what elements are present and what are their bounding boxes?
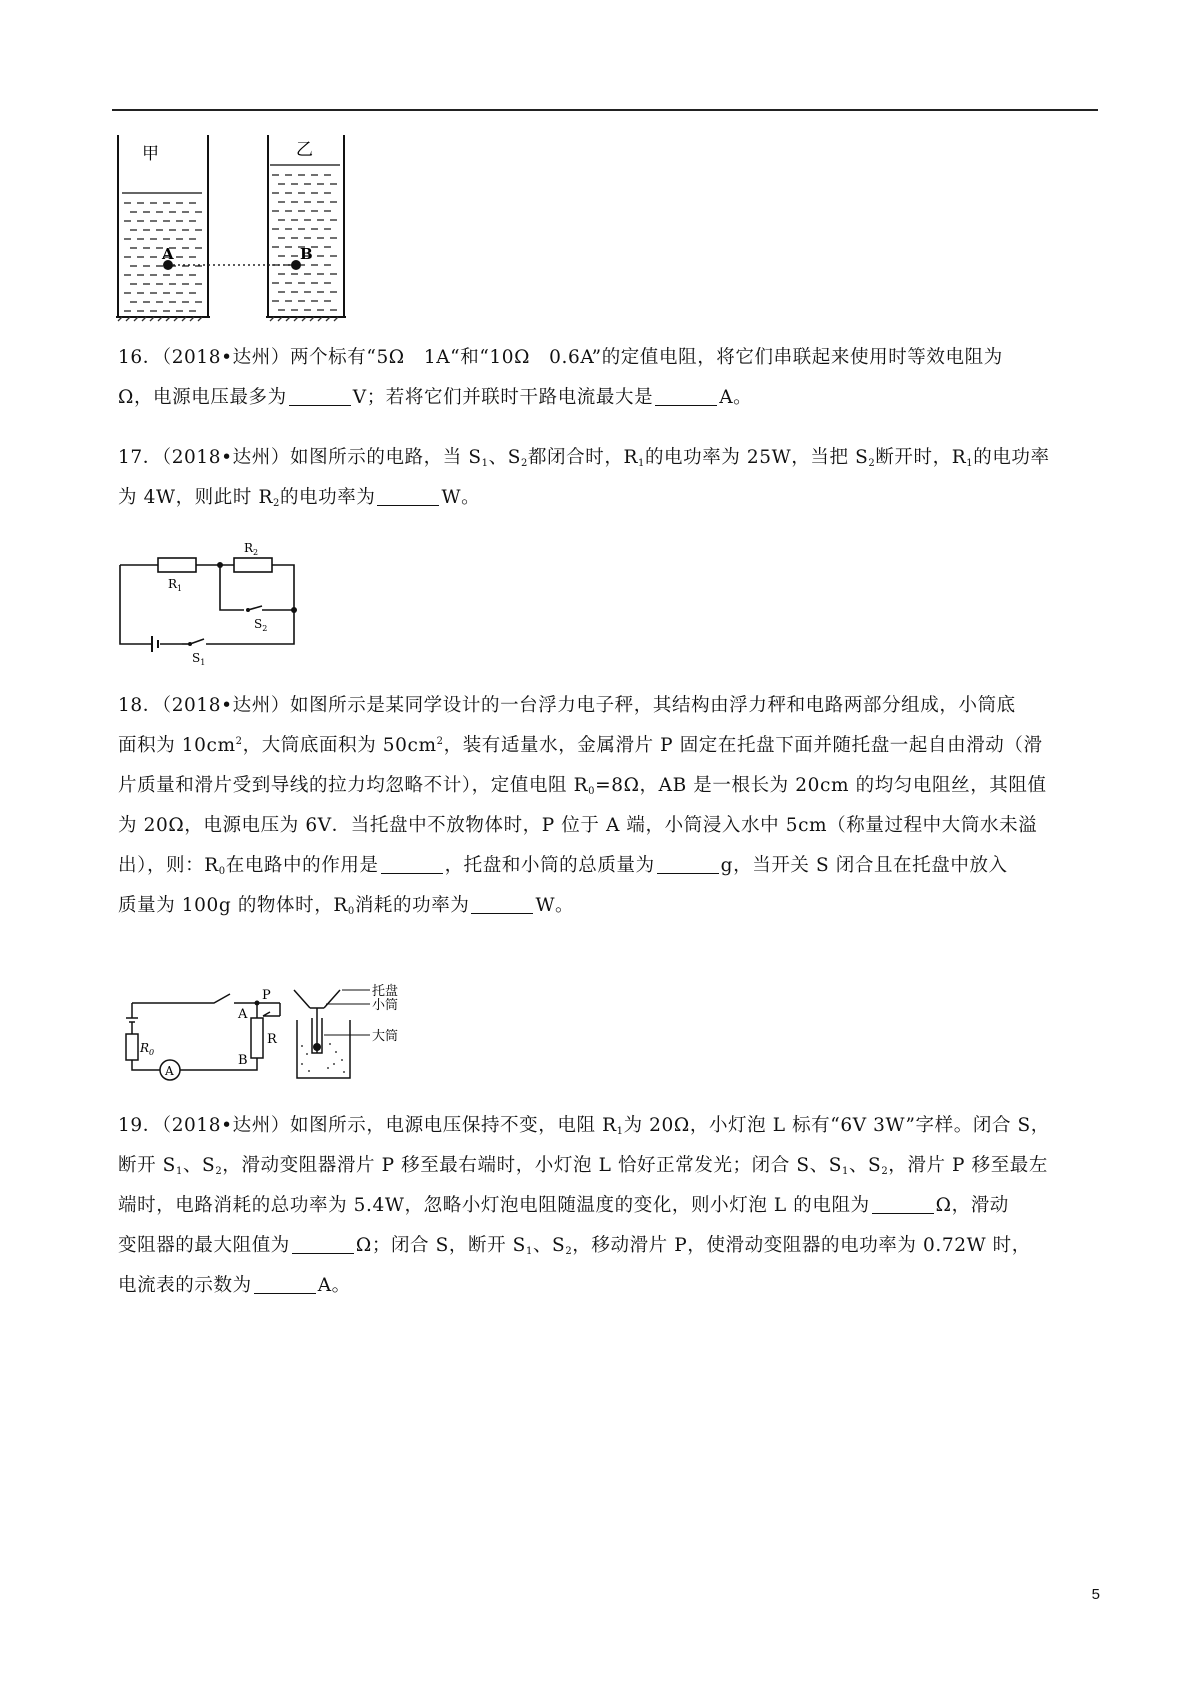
question-16	[118, 338, 1098, 418]
point-b-label: B	[300, 245, 313, 263]
question-18	[118, 686, 1098, 926]
answer-blank[interactable]	[381, 853, 443, 874]
buoyancy-scale-figure	[112, 978, 432, 1088]
tray-label: 托盘	[372, 984, 399, 999]
q17-line-1: 17．（2018•达州）如图所示的电路，当 $S_1$、$S_2$都闭合时，$R_1$的电功率为 25W，当把 $S_2$断开时，$R_1$的电功率	[118, 447, 1050, 469]
circuit-17-figure	[112, 530, 312, 665]
q18-line-5: 出），则：$R_0$在电路中的作用是 ，托盘和小筒的总质量为 g，当开关 S 闭合且在托盘中放入	[118, 855, 1008, 877]
s2-label: $S_2$	[254, 617, 268, 633]
header-rule	[112, 109, 1098, 111]
s1-label: $S_1$	[192, 651, 206, 665]
q18-line-2: 面积为 $10cm^2$，大筒底面积为 $50cm^2$，装有适量水，金属滑片 P 固定在托盘下面并随托盘一起自由滑动（滑	[118, 735, 1043, 756]
q19-line-2: 断开 $S_1$、$S_2$，滑动变阻器滑片 P 移至最右端时，小灯泡 L 恰好正常发光；闭合 S、$S_1$、$S_2$，滑片 P 移至最左	[118, 1155, 1048, 1177]
r0-label: $R_0$	[140, 1041, 155, 1057]
q18-line-6: 质量为 100g 的物体时，$R_0$消耗的功率为 W。	[118, 895, 575, 917]
q18-line-4: 为 20Ω，电源电压为 6V．当托盘中不放物体时，P 位于 A 端，小筒浸入水中 5cm（称量过程中大筒水未溢	[118, 815, 1038, 836]
answer-blank[interactable]	[254, 1273, 316, 1294]
slider-p-label: P	[262, 988, 271, 1003]
small-tube-label: 小筒	[372, 998, 399, 1013]
container-label-jia: 甲	[142, 144, 159, 164]
answer-blank[interactable]	[657, 853, 719, 874]
page-number: 5	[1091, 1586, 1100, 1603]
q18-line-1: 18．（2018•达州）如图所示是某同学设计的一台浮力电子秤，其结构由浮力秤和电路两部分组成，小筒底	[118, 695, 1016, 716]
q16-line-1: 16．（2018•达州）两个标有“5Ω 1A“和“10Ω 0.6A”的定值电阻，将它们串联起来使用时等效电阻为	[118, 347, 1003, 368]
point-b-label: B	[238, 1053, 248, 1068]
q17-line-2: 为 4W，则此时 $R_2$的电功率为 W。	[118, 487, 481, 509]
r1-label: $R_1$	[168, 577, 183, 593]
answer-blank[interactable]	[289, 385, 351, 406]
answer-blank[interactable]	[872, 1193, 934, 1214]
question-19	[118, 1106, 1098, 1306]
container-label-yi: 乙	[296, 140, 313, 160]
r2-label: $R_2$	[244, 541, 259, 557]
point-a-label: A	[162, 245, 174, 263]
answer-blank[interactable]	[655, 385, 717, 406]
resistor-r-label: R	[267, 1032, 277, 1047]
q18-line-3: 片质量和滑片受到导线的拉力均忽略不计），定值电阻 $R_0=8\Omega$，AB 是一根长为 20cm 的均匀电阻丝，其阻值	[118, 775, 1047, 797]
big-tube-label: 大筒	[372, 1029, 399, 1044]
water-right	[272, 175, 337, 310]
answer-blank[interactable]	[292, 1233, 354, 1254]
q16-line-2: Ω，电源电压最多为 V；若将它们并联时干路电流最大是 A。	[118, 387, 753, 408]
question-17	[118, 438, 1098, 518]
containers-figure	[112, 125, 352, 325]
q19-line-4: 变阻器的最大阻值为 Ω；闭合 S，断开 $S_1$、$S_2$，移动滑片 P，使滑动变阻器的电功率为 0.72W 时，	[118, 1235, 1031, 1257]
q19-line-1: 19．（2018•达州）如图所示，电源电压保持不变，电阻 $R_1$为 20Ω，小灯泡 L 标有“6V 3W”字样。闭合 S，	[118, 1115, 1050, 1137]
answer-blank[interactable]	[377, 485, 439, 506]
q19-line-3: 端时，电路消耗的总功率为 5.4W，忽略小灯泡电阻随温度的变化，则小灯泡 L 的电阻为 Ω，滑动	[118, 1195, 1009, 1216]
point-a-label: A	[238, 1007, 248, 1022]
q19-line-5: 电流表的示数为 A。	[118, 1275, 351, 1296]
answer-blank[interactable]	[471, 893, 533, 914]
ammeter-label: A	[165, 1064, 174, 1078]
